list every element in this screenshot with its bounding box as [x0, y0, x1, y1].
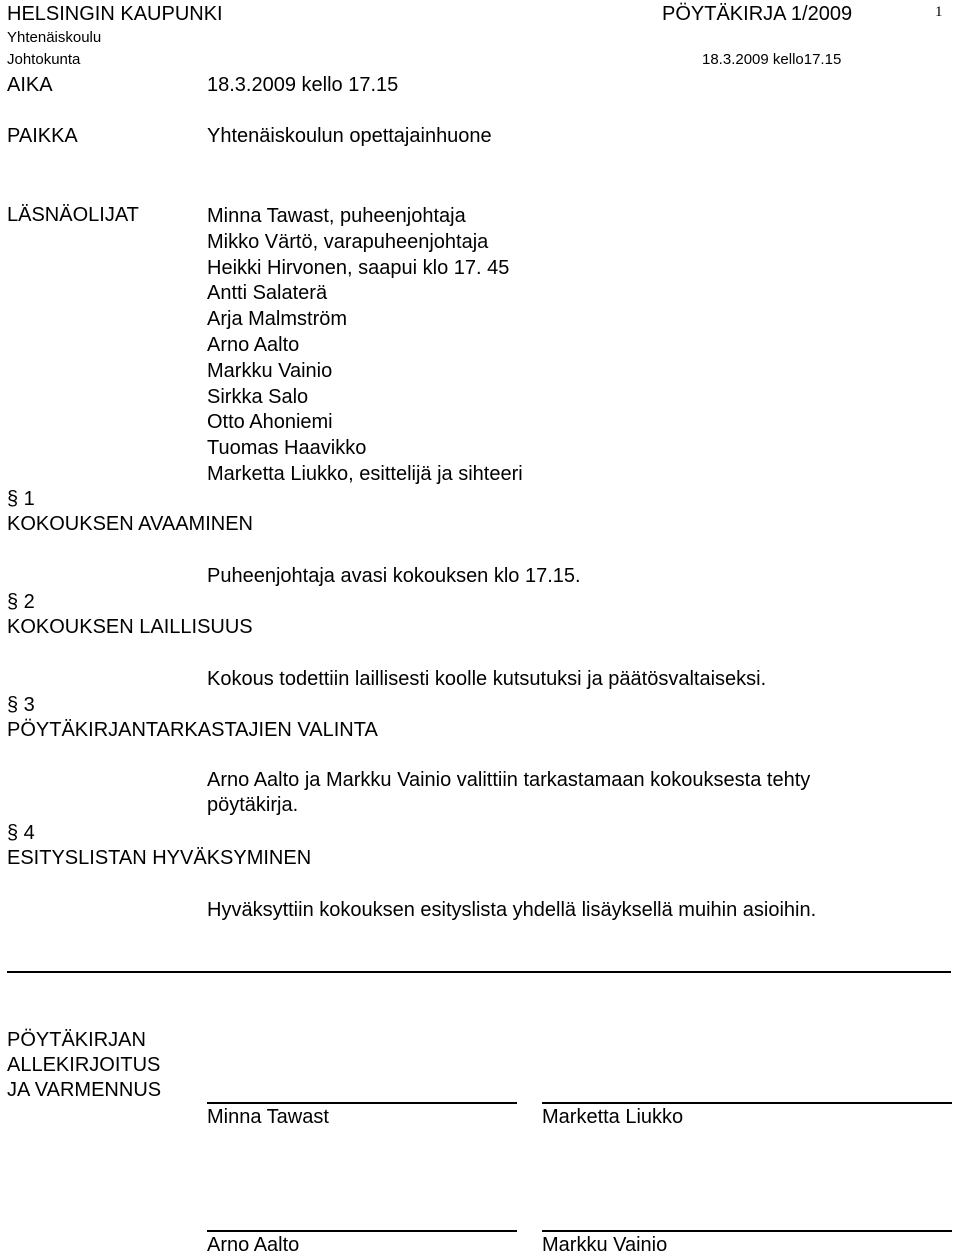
- section-number: § 2: [7, 591, 35, 613]
- attendee-item: Minna Tawast, puheenjohtaja: [207, 205, 466, 227]
- signature-line: [542, 1102, 952, 1104]
- document-title: PÖYTÄKIRJA 1/2009: [662, 3, 853, 25]
- org-name: HELSINGIN KAUPUNKI: [7, 3, 223, 25]
- attendee-list: [207, 205, 523, 489]
- time-value: 18.3.2009 kello 17.15: [207, 74, 399, 96]
- board-name: Johtokunta: [7, 51, 81, 68]
- attendee-item: Sirkka Salo: [207, 385, 309, 408]
- attendees-label: LÄSNÄOLIJAT: [7, 204, 139, 226]
- attendee-item: Mikko Värtö, varapuheenjohtaja: [207, 230, 489, 253]
- section-title: KOKOUKSEN LAILLISUUS: [7, 616, 253, 638]
- signature-label-line: PÖYTÄKIRJAN: [7, 1029, 146, 1051]
- signer-name: Marketta Liukko: [542, 1106, 684, 1128]
- attendee-item: Marketta Liukko, esittelijä ja sihteeri: [207, 462, 523, 485]
- attendee-item: Markku Vainio: [207, 359, 333, 382]
- attendee-item: Tuomas Haavikko: [207, 437, 367, 460]
- section-title: PÖYTÄKIRJANTARKASTAJIEN VALINTA: [7, 719, 378, 741]
- signer-name: Arno Aalto: [207, 1234, 300, 1256]
- header-date: 18.3.2009 kello17.15: [702, 51, 842, 68]
- attendee-item: Arja Malmström: [207, 308, 348, 331]
- attendee-item: Otto Ahoniemi: [207, 411, 333, 434]
- section-title: ESITYSLISTAN HYVÄKSYMINEN: [7, 847, 312, 869]
- section-number: § 1: [7, 488, 35, 510]
- section-text: Puheenjohtaja avasi kokouksen klo 17.15.: [207, 565, 581, 587]
- signature-label-line: ALLEKIRJOITUS: [7, 1054, 161, 1076]
- section-number: § 3: [7, 694, 35, 716]
- time-label: AIKA: [7, 74, 53, 96]
- signature-line: [207, 1230, 517, 1232]
- place-value: Yhtenäiskoulun opettajainhuone: [207, 125, 492, 147]
- signature-label-line: JA VARMENNUS: [7, 1079, 162, 1101]
- signature-line: [542, 1230, 952, 1232]
- place-label: PAIKKA: [7, 125, 78, 147]
- section-title: KOKOUKSEN AVAAMINEN: [7, 513, 253, 535]
- section-text: Kokous todettiin laillisesti koolle kutsutuksi ja päätösvaltaiseksi.: [207, 668, 767, 690]
- attendee-item: Arno Aalto: [207, 333, 300, 356]
- page-number: 1: [935, 4, 943, 20]
- divider: [7, 971, 951, 973]
- signer-name: Minna Tawast: [207, 1106, 329, 1128]
- section-text: Hyväksyttiin kokouksen esityslista yhdellä lisäyksellä muihin asioihin.: [207, 899, 817, 921]
- section-number: § 4: [7, 822, 35, 844]
- signature-line: [207, 1102, 517, 1104]
- attendee-item: Antti Salaterä: [207, 282, 328, 305]
- signer-name: Markku Vainio: [542, 1234, 668, 1256]
- unit-name: Yhtenäiskoulu: [7, 29, 102, 46]
- section-text: Arno Aalto ja Markku Vainio valittiin tarkastamaan kokouksesta tehty pöytäkirja.: [207, 769, 811, 816]
- attendee-item: Heikki Hirvonen, saapui klo 17. 45: [207, 256, 510, 279]
